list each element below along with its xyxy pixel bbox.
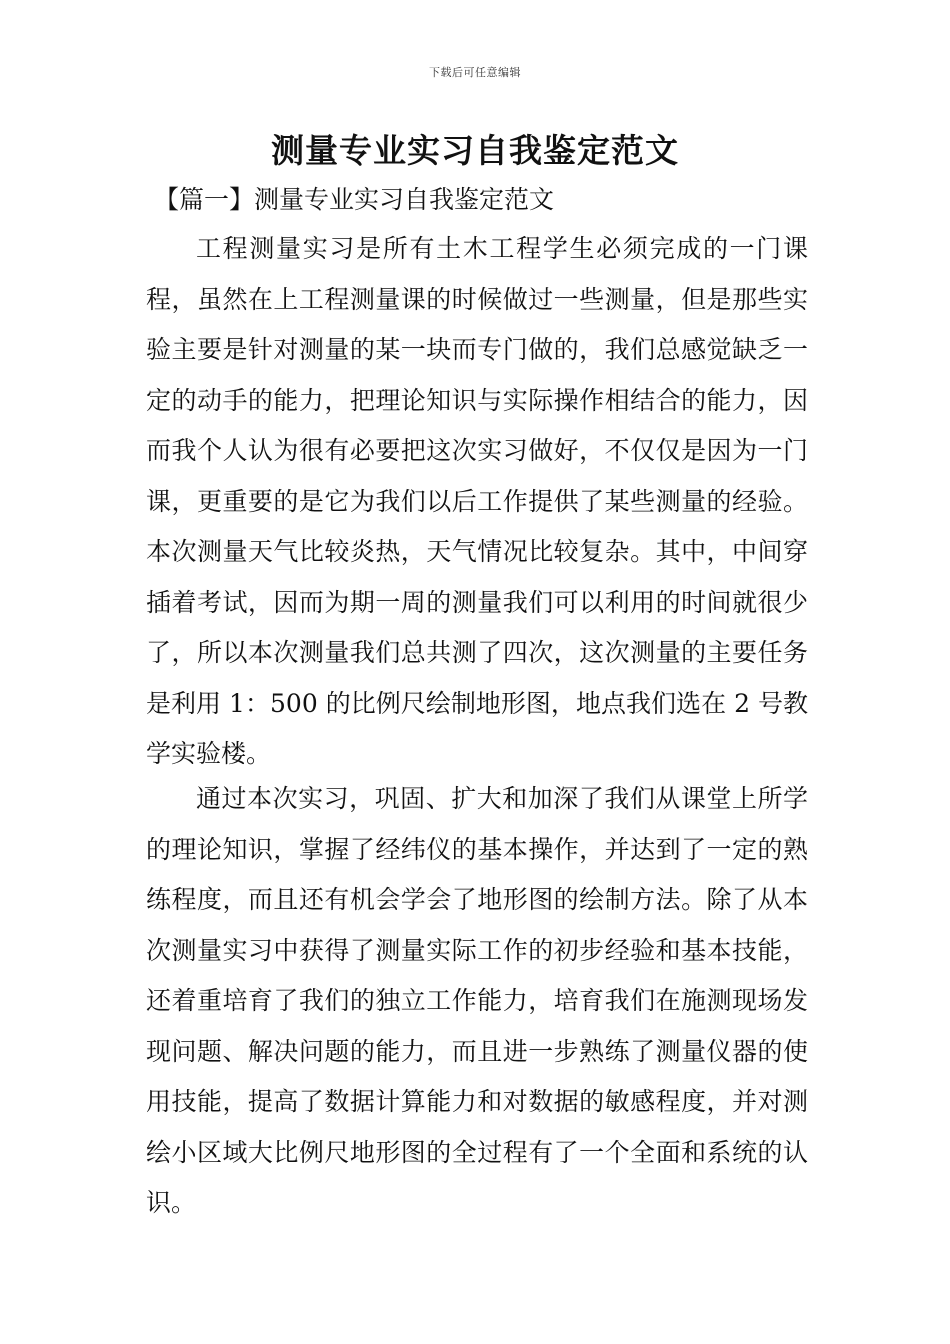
header-note: 下载后可任意编辑: [429, 66, 521, 79]
section-heading: 【篇一】测量专业实习自我鉴定范文: [154, 185, 555, 214]
document-title: 测量专业实习自我鉴定范文: [271, 131, 679, 170]
body-paragraph-1: 工程测量实习是所有土木工程学生必须完成的一门课程，虽然在上工程测量课的时候做过一些测量，但是那些实验主要是针对测量的某一块而专门做的，我们总感觉缺乏一定的动手的能力，把理论知识与实际操作相结合的能力，因而我个人认为很有必要把这次实习做好，不仅仅是因为一门课，更重要的是它为我们以后工作提供了某些测量的经验。本次测量天气比较炎热，天气情况比较复杂。其中，中间穿插着考试，因而为期一周的测量我们可以利用的时间就很少了，所以本次测量我们总共测了四次，这次测量的主要任务是利用 1：500 的比例尺绘制地形图，地点我们选在 2 号教学实验楼。: [146, 234, 808, 768]
body-paragraph-2: 通过本次实习，巩固、扩大和加深了我们从课堂上所学的理论知识，掌握了经纬仪的基本操作，并达到了一定的熟练程度，而且还有机会学会了地形图的绘制方法。除了从本次测量实习中获得了测量实际工作的初步经验和基本技能，还着重培育了我们的独立工作能力，培育我们在施测现场发现问题、解决问题的能力，而且进一步熟练了测量仪器的使用技能，提高了数据计算能力和对数据的敏感程度，并对测绘小区域大比例尺地形图的全过程有了一个全面和系统的认识。: [146, 784, 808, 1217]
